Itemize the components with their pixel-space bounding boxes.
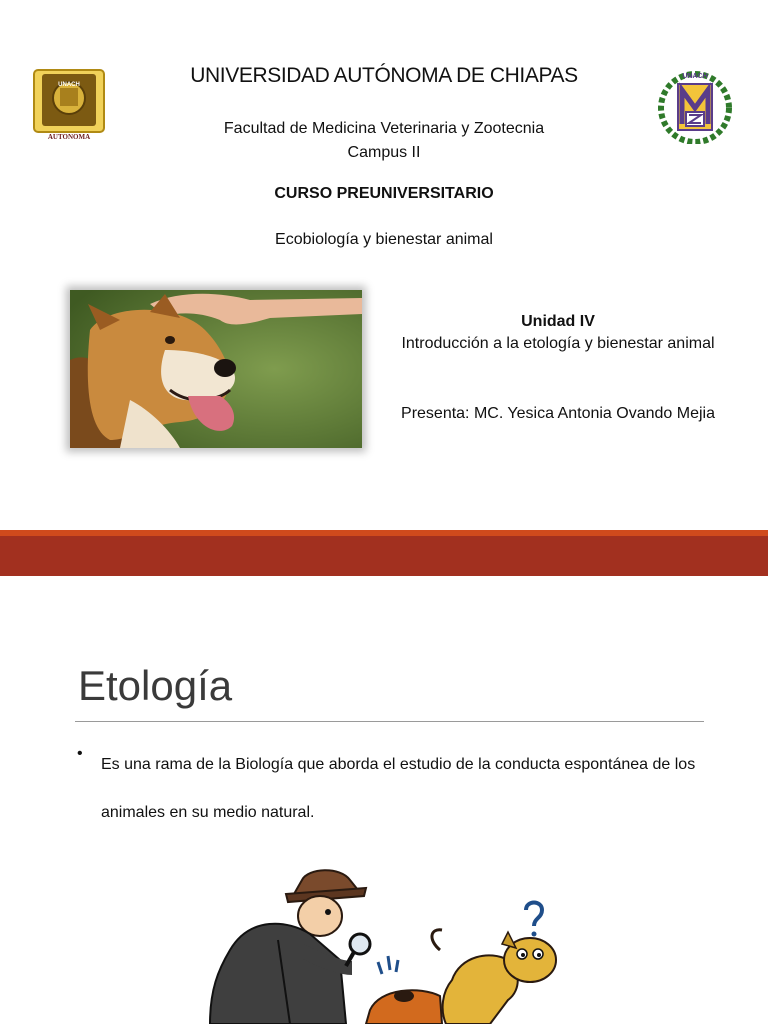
unach-logo [30,66,108,142]
unit-description: Introducción a la etología y bienestar animal [401,335,715,352]
university-title: UNIVERSIDAD AUTÓNOMA DE CHIAPAS [190,64,578,87]
dog-photo [70,290,362,448]
campus-name: Campus II [347,144,421,161]
title-underline [75,721,704,722]
subject-title: Ecobiología y bienestar animal [275,231,493,248]
fmvz-logo [656,68,734,144]
logo-ring-bottom: AUTONOMA [47,133,91,141]
slide-title: Etología [78,662,233,709]
detective-dogs-cartoon [190,860,590,1024]
unit-title: Unidad IV [521,313,595,330]
logo-crest-text: UNACH [58,82,80,88]
logo-right-text: UNACH [682,73,708,80]
bullet-marker: • [77,745,83,762]
faculty-block [120,117,648,165]
bullet-text: Es una rama de la Biología que aborda el estudio de la conducta espontánea de los animales en su medio natural. [101,756,696,821]
faculty-name: Facultad de Medicina Veterinaria y Zootecnia [223,120,545,137]
course-title: CURSO PREUNIVERSITARIO [274,185,494,202]
divider-band [0,536,768,576]
unit-block [380,313,736,353]
presenter-line: Presenta: MC. Yesica Antonia Ovando Mejia [401,405,715,422]
